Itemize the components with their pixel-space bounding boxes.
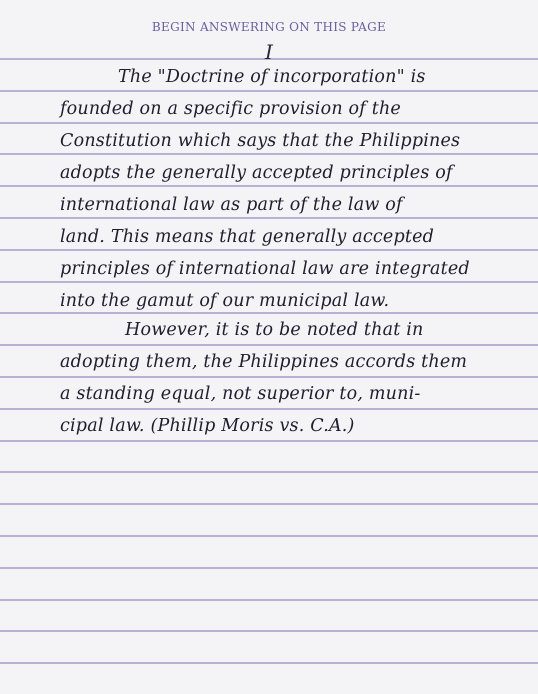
answer-line: land. This means that generally accepted — [60, 227, 435, 247]
answer-line: founded on a specific provision of the — [60, 99, 401, 119]
answer-line: adopts the generally accepted principles of — [60, 163, 453, 183]
answer-line: adopting them, the Philippines accords them — [60, 352, 468, 372]
answer-line: principles of international law are integrated — [60, 259, 470, 279]
answer-line: However, it is to be noted that in — [125, 320, 424, 340]
answer-line: The "Doctrine of incorporation" is — [118, 67, 426, 87]
answer-line: a standing equal, not superior to, muni- — [60, 384, 421, 404]
question-numeral: I — [265, 40, 273, 64]
answer-line: international law as part of the law of — [60, 195, 403, 215]
page-header: BEGIN ANSWERING ON THIS PAGE — [151, 20, 387, 34]
answer-line: Constitution which says that the Philippines — [60, 131, 461, 151]
answer-line: into the gamut of our municipal law. — [60, 291, 390, 311]
answer-line: cipal law. (Phillip Moris vs. C.A.) — [60, 416, 355, 436]
